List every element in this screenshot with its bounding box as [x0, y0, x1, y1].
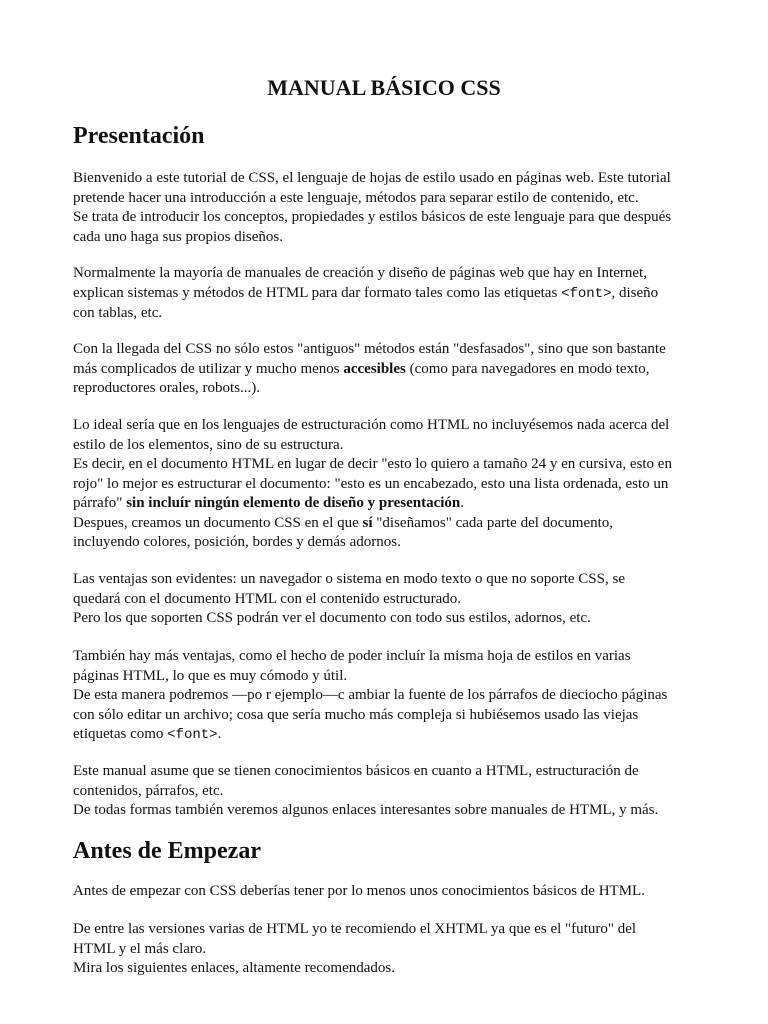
text-run: párrafo": [73, 495, 127, 511]
text-line: reproductores orales, robots...).: [73, 380, 261, 396]
text-run: (como para navegadores en modo texto,: [405, 360, 650, 377]
text-run: etiquetas como: [73, 726, 168, 742]
section-heading-antes-de-empezar: Antes de Empezar: [73, 838, 261, 864]
bold-text: sí: [362, 514, 373, 531]
bold-text: accesibles: [343, 360, 406, 377]
text-line: Mira los siguientes enlaces, altamente recomendados.: [73, 960, 395, 976]
text-run: .: [217, 726, 222, 742]
text-line: pretende hacer una introducción a este lenguaje, métodos para separar estilo de contenido, etc.: [73, 189, 639, 206]
text-line: Se trata de introducir los conceptos, propiedades y estilos básicos de este lenguaje para que después: [73, 209, 672, 225]
text-line: incluyendo colores, posición, bordes y demás adornos.: [73, 534, 401, 550]
text-line: De entre las versiones varias de HTML yo te recomiendo el XHTML ya que es el "futuro" del: [73, 921, 637, 937]
code-tag: <font>: [561, 285, 612, 302]
text-line: Las ventajas son evidentes: un navegador o sistema en modo texto o que no soporte CSS, se: [73, 571, 625, 587]
text-line: [73, 284, 695, 305]
text-run: "diseñamos" cada parte del documento,: [372, 514, 614, 531]
section-heading-presentacion: Presentación: [73, 123, 205, 149]
text-run: más complicados de utilizar y mucho menos: [73, 360, 344, 377]
text-line: [73, 494, 695, 514]
paragraph: [73, 647, 695, 746]
text-line: De esta manera podremos —po r ejemplo—c ambiar la fuente de los párrafos de dieciocho páginas: [73, 687, 668, 703]
paragraph: [73, 264, 695, 324]
paragraph: [73, 570, 695, 629]
text-line: Bienvenido a este tutorial de CSS, el lenguaje de hojas de estilo usado en páginas web. Este tutorial: [73, 170, 671, 186]
text-line: [73, 360, 695, 380]
document-title: MANUAL BÁSICO CSS: [267, 75, 501, 100]
text-line: Lo ideal sería que en los lenguajes de estructuración como HTML no incluyésemos nada acerca del: [73, 417, 670, 433]
text-line: cada uno haga sus propios diseños.: [73, 228, 283, 245]
text-line: con sólo editar un archivo; cosa que sería mucho más compleja si hubiésemos usado las viejas: [73, 706, 639, 723]
text-run: .: [460, 495, 465, 511]
paragraph: [73, 762, 695, 821]
paragraph: [73, 416, 695, 553]
text-run: explican sistemas y métodos de HTML para dar formato tales como las etiquetas: [73, 284, 562, 301]
text-line: contenidos, párrafos, etc.: [73, 782, 224, 799]
text-line: estilo de los elementos, sino de su estructura.: [73, 436, 344, 453]
code-tag: <font>: [167, 727, 218, 743]
text-line: quedará con el documento HTML con el contenido estructurado.: [73, 590, 462, 607]
paragraph: [73, 169, 695, 247]
text-line: También hay más ventajas, como el hecho de poder incluír la misma hoja de estilos en varias: [73, 648, 631, 664]
text-line: Pero los que soporten CSS podrán ver el documento con todo sus estilos, adornos, etc.: [73, 610, 591, 626]
bold-text: sin incluír ningún elemento de diseño y presentación: [126, 495, 461, 511]
text-line: De todas formas también veremos algunos enlaces interesantes sobre manuales de HTML, y más.: [73, 802, 659, 818]
text-run: Despues, creamos un documento CSS en el que: [73, 514, 363, 531]
text-line: HTML y el más claro.: [73, 940, 207, 957]
paragraph: [73, 920, 695, 979]
text-line: Con la llegada del CSS no sólo estos "antiguos" métodos están "desfasados", sino que son bastante: [73, 341, 666, 357]
text-line: [73, 514, 695, 534]
text-line: [73, 725, 695, 746]
text-run: , diseño: [611, 284, 659, 301]
text-line: páginas HTML, lo que es muy cómodo y útil.: [73, 667, 348, 684]
text-line: Antes de empezar con CSS deberías tener por lo menos unos conocimientos básicos de HTML.: [73, 883, 645, 899]
paragraph: [73, 340, 695, 399]
text-line: con tablas, etc.: [73, 305, 163, 321]
text-line: rojo" lo mejor es estructurar el documento: "esto es un encabezado, esto una lista ordenada, esto un: [73, 475, 669, 492]
paragraph: [73, 882, 695, 902]
text-line: Es decir, en el documento HTML en lugar de decir "esto lo quiero a tamaño 24 y en cursiva, esto en: [73, 456, 672, 472]
text-line: Este manual asume que se tienen conocimientos básicos en cuanto a HTML, estructuración de: [73, 763, 639, 779]
text-line: Normalmente la mayoría de manuales de creación y diseño de páginas web que hay en Internet,: [73, 265, 647, 281]
